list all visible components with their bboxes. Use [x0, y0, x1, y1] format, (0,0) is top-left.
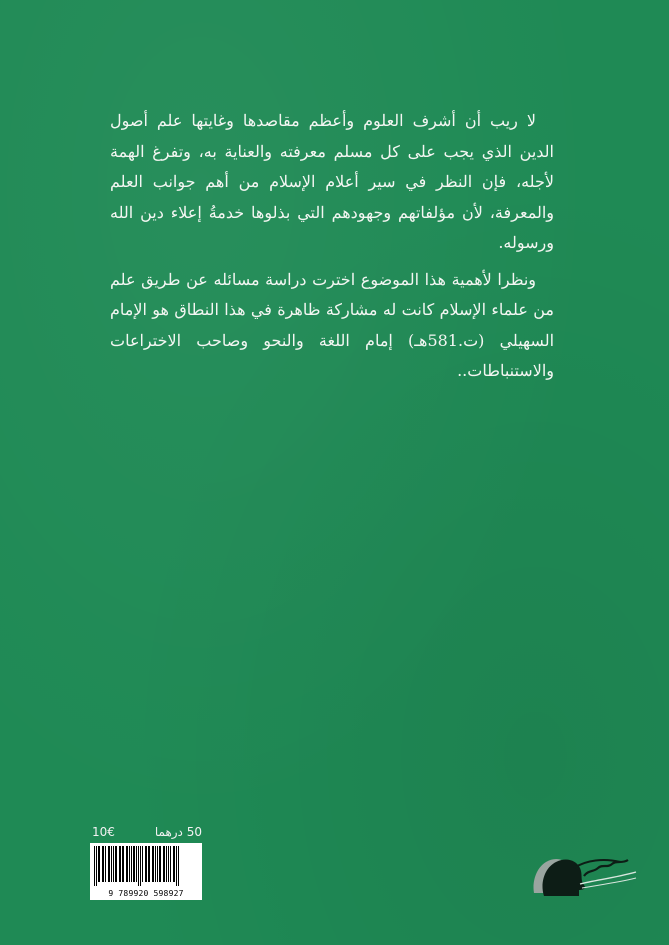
- barcode-bar: [145, 846, 147, 882]
- barcode-bar: [152, 846, 154, 882]
- blurb-paragraph-2: ونظرا لأهمية هذا الموضوع اخترت دراسة مسائله عن طريق علم من علماء الإسلام كانت له مشاركة ظاهرة في هذا النطاق هو الإمام السهيلي (ت.581هـ) إمام اللغة والنحو وصاحب الاختراعات والاستنباطات..: [110, 269, 555, 380]
- barcode-bar: [163, 846, 165, 882]
- barcode-bar: [119, 846, 121, 882]
- price-euro: 10€: [92, 825, 115, 839]
- barcode-bar: [122, 846, 124, 882]
- blurb-paragraph-1: لا ريب أن أشرف العلوم وأعظم مقاصدها وغايتها علم أصول الدين الذي يجب على كل مسلم معرفته والعناية به، وتفرغ الهمة لأجله، فإن النظر في سير أعلام الإسلام من أهم جوانب العلم والمعرفة، لأن مؤلفاتهم وجهودهم التي بذلوها خدمةُ إعلاء دين الله ورسوله.: [110, 111, 554, 252]
- publisher-profile-logo-icon: [524, 838, 642, 900]
- barcode-bar: [129, 846, 130, 882]
- barcode-bar: [94, 846, 95, 886]
- barcode-bar: [138, 846, 139, 886]
- barcode-bar: [131, 846, 132, 882]
- barcode-bar: [148, 846, 150, 882]
- barcode-bar: [159, 846, 161, 882]
- blurb-text: [110, 106, 554, 387]
- price-dirham: 50 درهما: [154, 825, 202, 839]
- barcode-bar: [176, 846, 177, 886]
- barcode-bar: [142, 846, 143, 882]
- barcode-bar: [166, 846, 167, 882]
- barcode-bar: [168, 846, 169, 882]
- barcode-bar: [105, 846, 106, 882]
- barcode-bar: [155, 846, 156, 882]
- price-row: [92, 825, 202, 843]
- barcode-bar: [102, 846, 104, 882]
- barcode-bar: [111, 846, 112, 882]
- barcode-bar: [98, 846, 100, 882]
- barcode-bar: [115, 846, 117, 882]
- isbn-barcode: [90, 843, 202, 900]
- barcode-bar: [178, 846, 179, 886]
- barcode-bar: [96, 846, 97, 886]
- isbn-number: 9 789920 598927: [108, 889, 184, 898]
- barcode-bar: [113, 846, 114, 882]
- publisher-logo: [524, 838, 642, 900]
- barcode-bars: [94, 846, 198, 886]
- barcode-bar: [133, 846, 135, 882]
- barcode-bar: [126, 846, 128, 882]
- barcode-bar: [170, 846, 171, 882]
- barcode-bar: [157, 846, 158, 882]
- barcode-bar: [140, 846, 141, 886]
- barcode-bar: [173, 846, 175, 882]
- barcode-bar: [108, 846, 110, 882]
- barcode-bar: [136, 846, 137, 882]
